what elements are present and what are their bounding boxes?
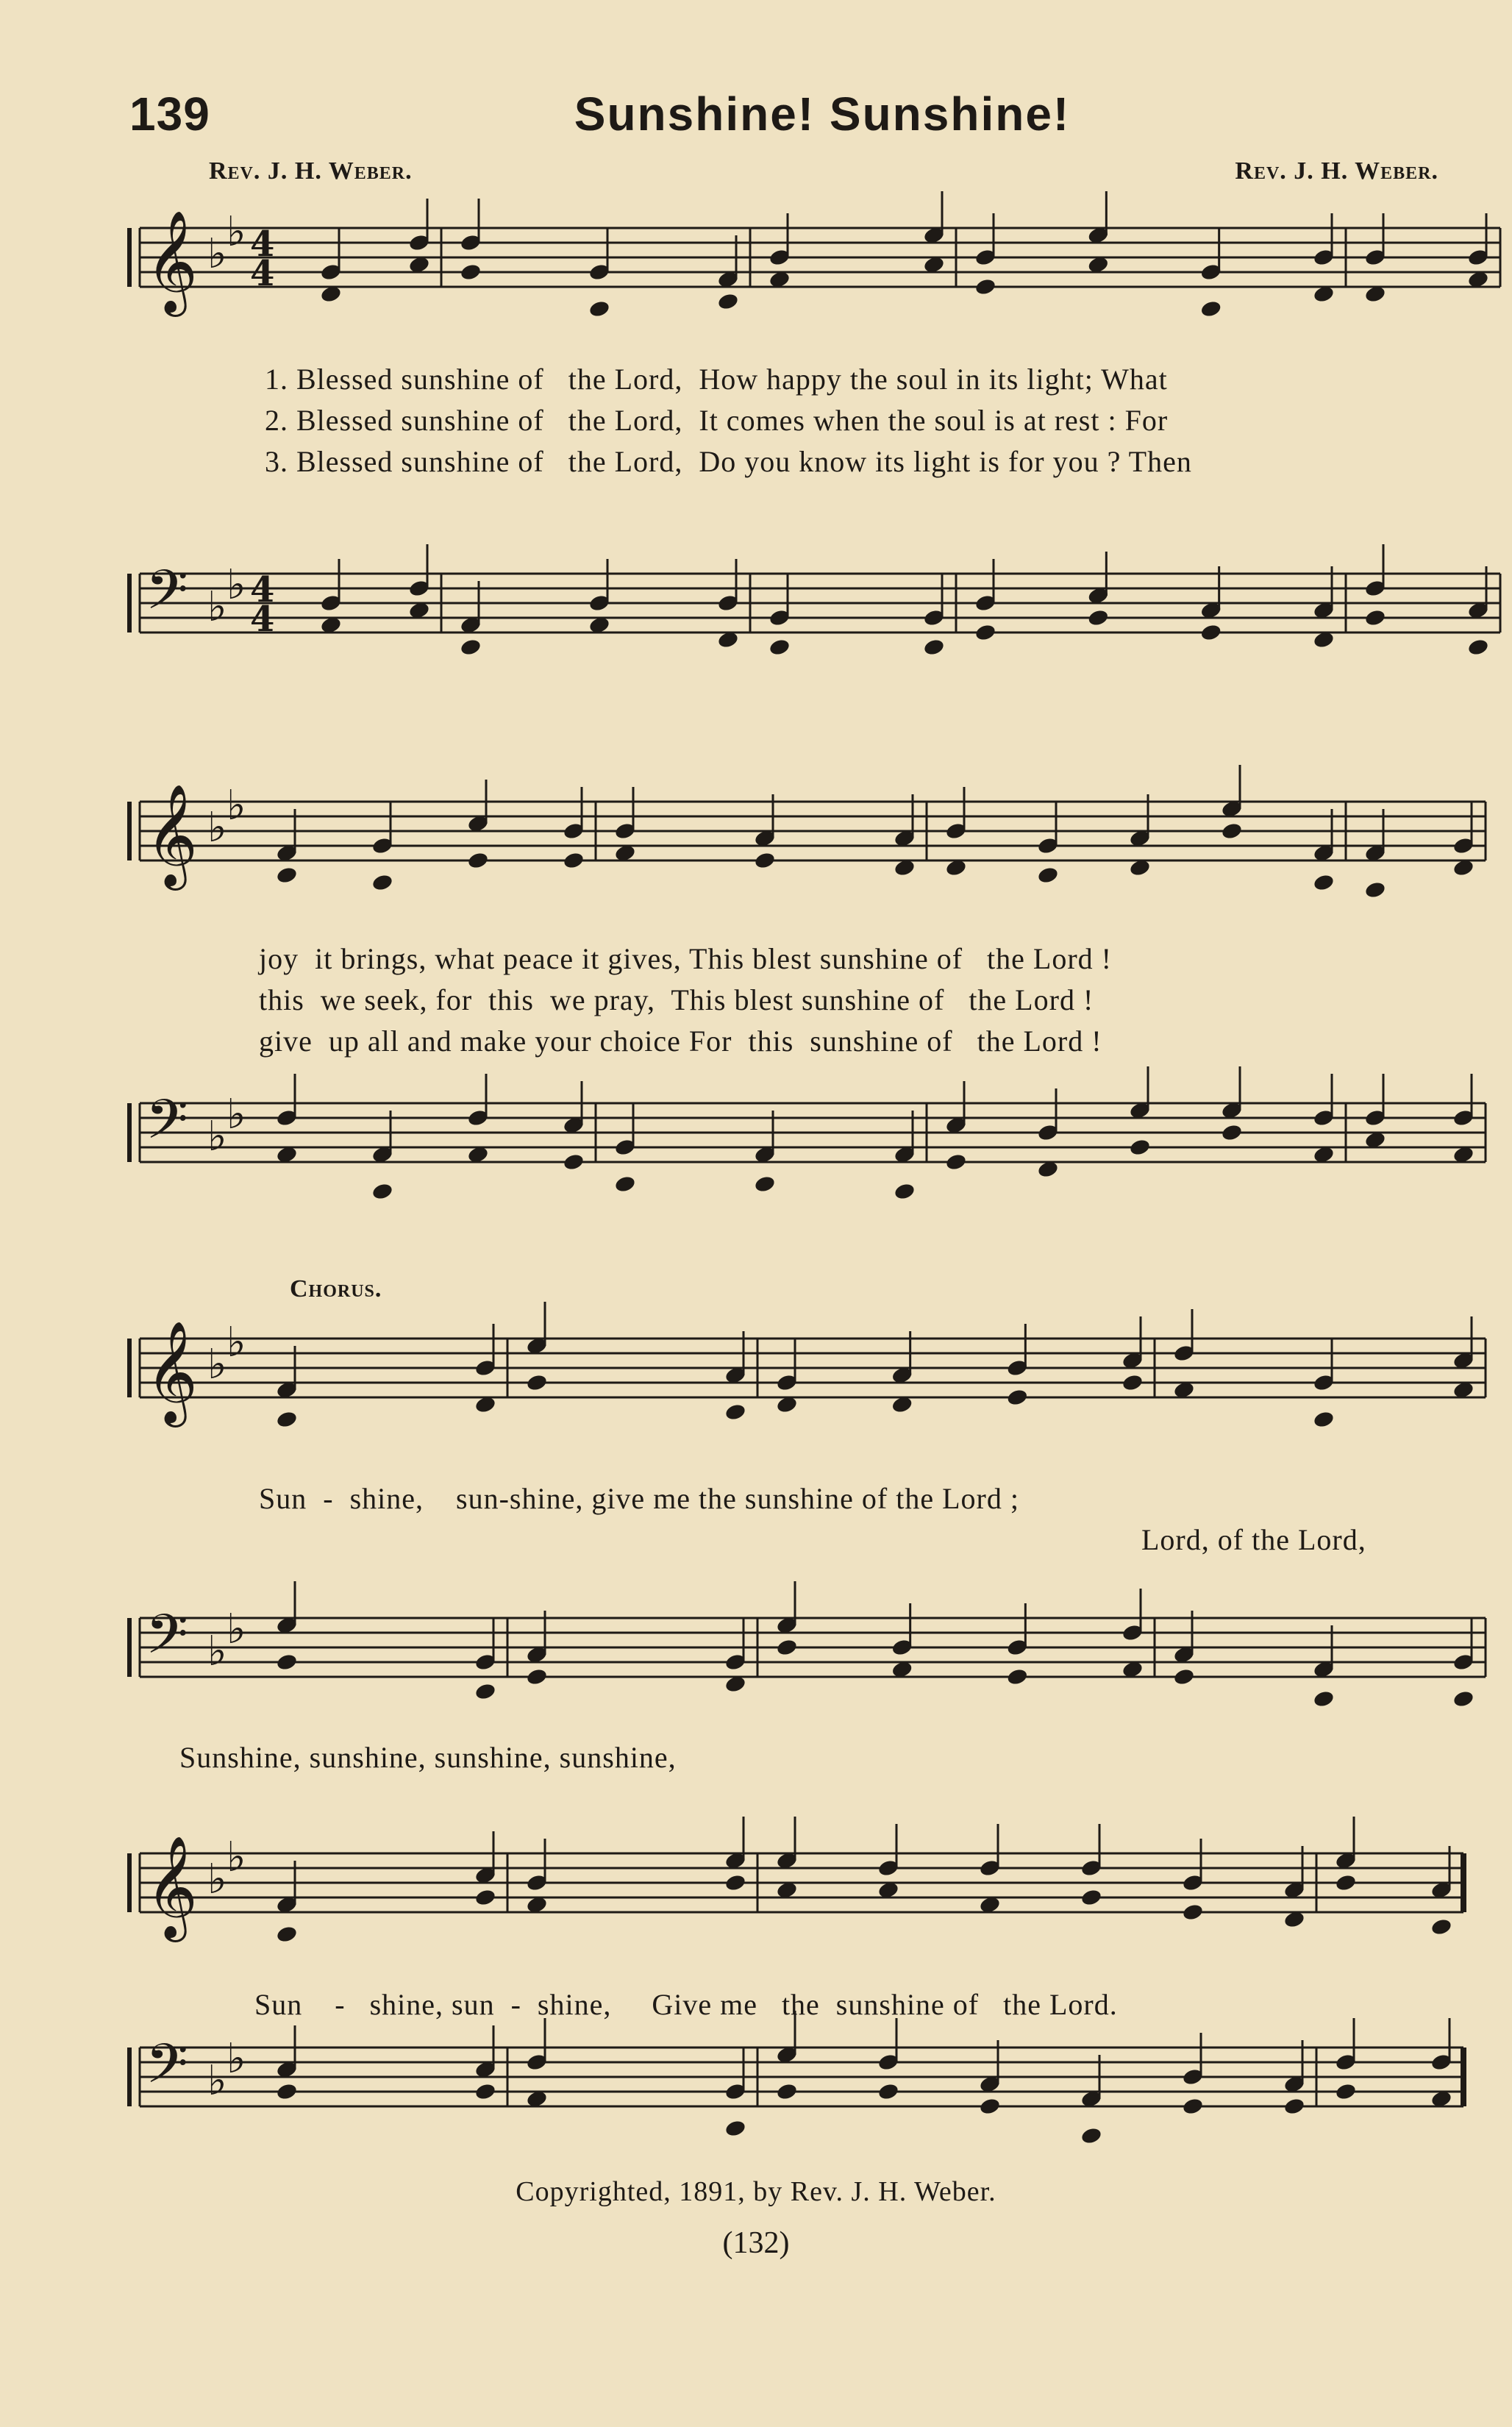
- note-head: [1173, 1667, 1196, 1686]
- treble-clef-icon: 𝄞: [146, 784, 198, 886]
- flat-icon: ♭: [207, 1628, 227, 1675]
- note-head: [276, 1410, 299, 1429]
- note-head: [1006, 1667, 1029, 1686]
- note-head: [474, 2082, 497, 2101]
- note-head: [724, 1403, 747, 1422]
- verse-2-line-1: 2. Blessed sunshine of the Lord, It comes when the soul is at rest : For: [265, 404, 1169, 437]
- note-head: [1182, 2097, 1205, 2116]
- note-head: [974, 277, 997, 296]
- time-signature-bottom: 4: [250, 599, 275, 640]
- note-head: [1313, 1689, 1336, 1708]
- note-head: [1121, 1373, 1144, 1392]
- bass-clef-icon: 𝄢: [146, 1603, 188, 1680]
- flat-icon: ♭: [227, 1091, 246, 1138]
- note-head: [526, 1373, 549, 1392]
- note-head: [1364, 608, 1387, 627]
- note-head: [563, 851, 585, 870]
- time-signature-bottom: 4: [250, 253, 275, 294]
- note-head: [276, 1925, 299, 1944]
- flat-icon: ♭: [227, 561, 246, 609]
- note-head: [1452, 1689, 1475, 1708]
- music-credit: Rev. J. H. Weber.: [1235, 157, 1438, 185]
- verse-3-line-2: give up all and make your choice For this sunshine of the Lord !: [259, 1024, 1102, 1058]
- note-head: [1221, 1123, 1244, 1142]
- system-3-treble-staff: [0, 1319, 1512, 1441]
- bass-clef-icon: 𝄢: [146, 1088, 188, 1165]
- copyright-notice: Copyrighted, 1891, by Rev. J. H. Weber.: [516, 2176, 996, 2207]
- flat-icon: ♭: [227, 1319, 246, 1366]
- flat-icon: ♭: [207, 1113, 227, 1161]
- note-head: [776, 2082, 799, 2101]
- flat-icon: ♭: [227, 782, 246, 830]
- flat-icon: ♭: [207, 583, 227, 631]
- note-head: [276, 2082, 299, 2101]
- flat-icon: ♭: [227, 1605, 246, 1653]
- flat-icon: ♭: [207, 1341, 227, 1389]
- chorus-line-1-echo: Lord, of the Lord,: [1141, 1523, 1366, 1556]
- bass-clef-icon: 𝄢: [146, 2032, 188, 2109]
- flat-icon: ♭: [207, 230, 227, 278]
- note-head: [460, 638, 482, 657]
- verse-1-line-1: 1. Blessed sunshine of the Lord, How happy the soul in its light; What: [265, 363, 1168, 396]
- note-head: [717, 292, 740, 311]
- note-head: [754, 1175, 777, 1194]
- note-head: [1313, 1410, 1336, 1429]
- hymn-number: 139: [129, 88, 210, 140]
- note-head: [371, 873, 394, 892]
- hymn-title: Sunshine! Sunshine!: [574, 88, 1071, 140]
- flat-icon: ♭: [227, 1833, 246, 1881]
- note-head: [877, 2082, 900, 2101]
- flat-icon: ♭: [207, 1856, 227, 1903]
- note-head: [974, 623, 997, 642]
- treble-clef-icon: 𝄞: [146, 210, 198, 313]
- note-head: [1037, 866, 1060, 885]
- note-head: [1080, 2126, 1103, 2145]
- note-head: [1080, 1888, 1103, 1907]
- system-1-treble-staff: [0, 208, 1512, 331]
- note-head: [1129, 1138, 1152, 1157]
- note-head: [1335, 1873, 1358, 1892]
- chorus-line-1: Sun - shine, sun-shine, give me the sunshine of the Lord ;: [259, 1482, 1019, 1515]
- note-head: [1283, 2097, 1306, 2116]
- note-head: [563, 1152, 585, 1172]
- note-head: [1221, 822, 1244, 841]
- note-head: [1199, 299, 1222, 318]
- note-head: [460, 263, 482, 282]
- note-head: [776, 1638, 799, 1657]
- note-head: [979, 2097, 1002, 2116]
- note-head: [526, 1667, 549, 1686]
- note-head: [1467, 638, 1490, 657]
- note-head: [754, 851, 777, 870]
- flat-icon: ♭: [207, 2057, 227, 2105]
- system-4-bass-staff: [0, 2033, 1512, 2150]
- note-head: [588, 299, 611, 318]
- note-head: [1182, 1903, 1205, 1922]
- time-signature-top: 4: [250, 569, 275, 610]
- bass-clef-icon: 𝄢: [146, 558, 188, 635]
- system-4-treble-staff: [0, 1833, 1512, 1956]
- note-head: [371, 1182, 394, 1201]
- system-2-treble-staff: [0, 782, 1512, 905]
- system-1-bass-staff: [0, 559, 1512, 677]
- flat-icon: ♭: [227, 208, 246, 256]
- chorus-bass-line: Sunshine, sunshine, sunshine, sunshine,: [179, 1741, 677, 1774]
- system-2-bass-staff: [0, 1088, 1512, 1206]
- note-head: [1199, 623, 1222, 642]
- note-head: [945, 1152, 968, 1172]
- note-head: [467, 851, 490, 870]
- note-head: [474, 1888, 497, 1907]
- note-head: [1364, 880, 1387, 899]
- note-head: [1430, 1917, 1453, 1936]
- verse-1-line-2: joy it brings, what peace it gives, This blest sunshine of the Lord !: [259, 942, 1112, 975]
- note-head: [1335, 2082, 1358, 2101]
- note-head: [1087, 608, 1110, 627]
- note-head: [1006, 1388, 1029, 1407]
- verse-2-line-2: this we seek, for this we pray, This blest sunshine of the Lord !: [259, 983, 1094, 1016]
- system-3-bass-staff: [0, 1603, 1512, 1721]
- chorus-label: Chorus.: [290, 1275, 382, 1302]
- note-head: [1313, 873, 1336, 892]
- page-number: (132): [722, 2226, 790, 2260]
- chorus-line-2: Sun - shine, sun - shine, Give me the sunshine of the Lord.: [254, 1988, 1118, 2021]
- note-head: [276, 866, 299, 885]
- treble-clef-icon: 𝄞: [146, 1321, 198, 1423]
- note-head: [724, 2119, 747, 2138]
- note-head: [894, 1182, 916, 1201]
- note-head: [614, 1175, 637, 1194]
- flat-icon: ♭: [227, 2035, 246, 2083]
- note-head: [276, 1653, 299, 1672]
- note-head: [769, 638, 791, 657]
- words-credit: Rev. J. H. Weber.: [209, 157, 413, 185]
- verse-3-line-1: 3. Blessed sunshine of the Lord, Do you know its light is for you ? Then: [265, 445, 1192, 478]
- note-head: [474, 1682, 497, 1701]
- note-head: [923, 638, 946, 657]
- time-signature-top: 4: [250, 224, 275, 265]
- flat-icon: ♭: [207, 804, 227, 852]
- note-head: [724, 1873, 747, 1892]
- treble-clef-icon: 𝄞: [146, 1836, 198, 1938]
